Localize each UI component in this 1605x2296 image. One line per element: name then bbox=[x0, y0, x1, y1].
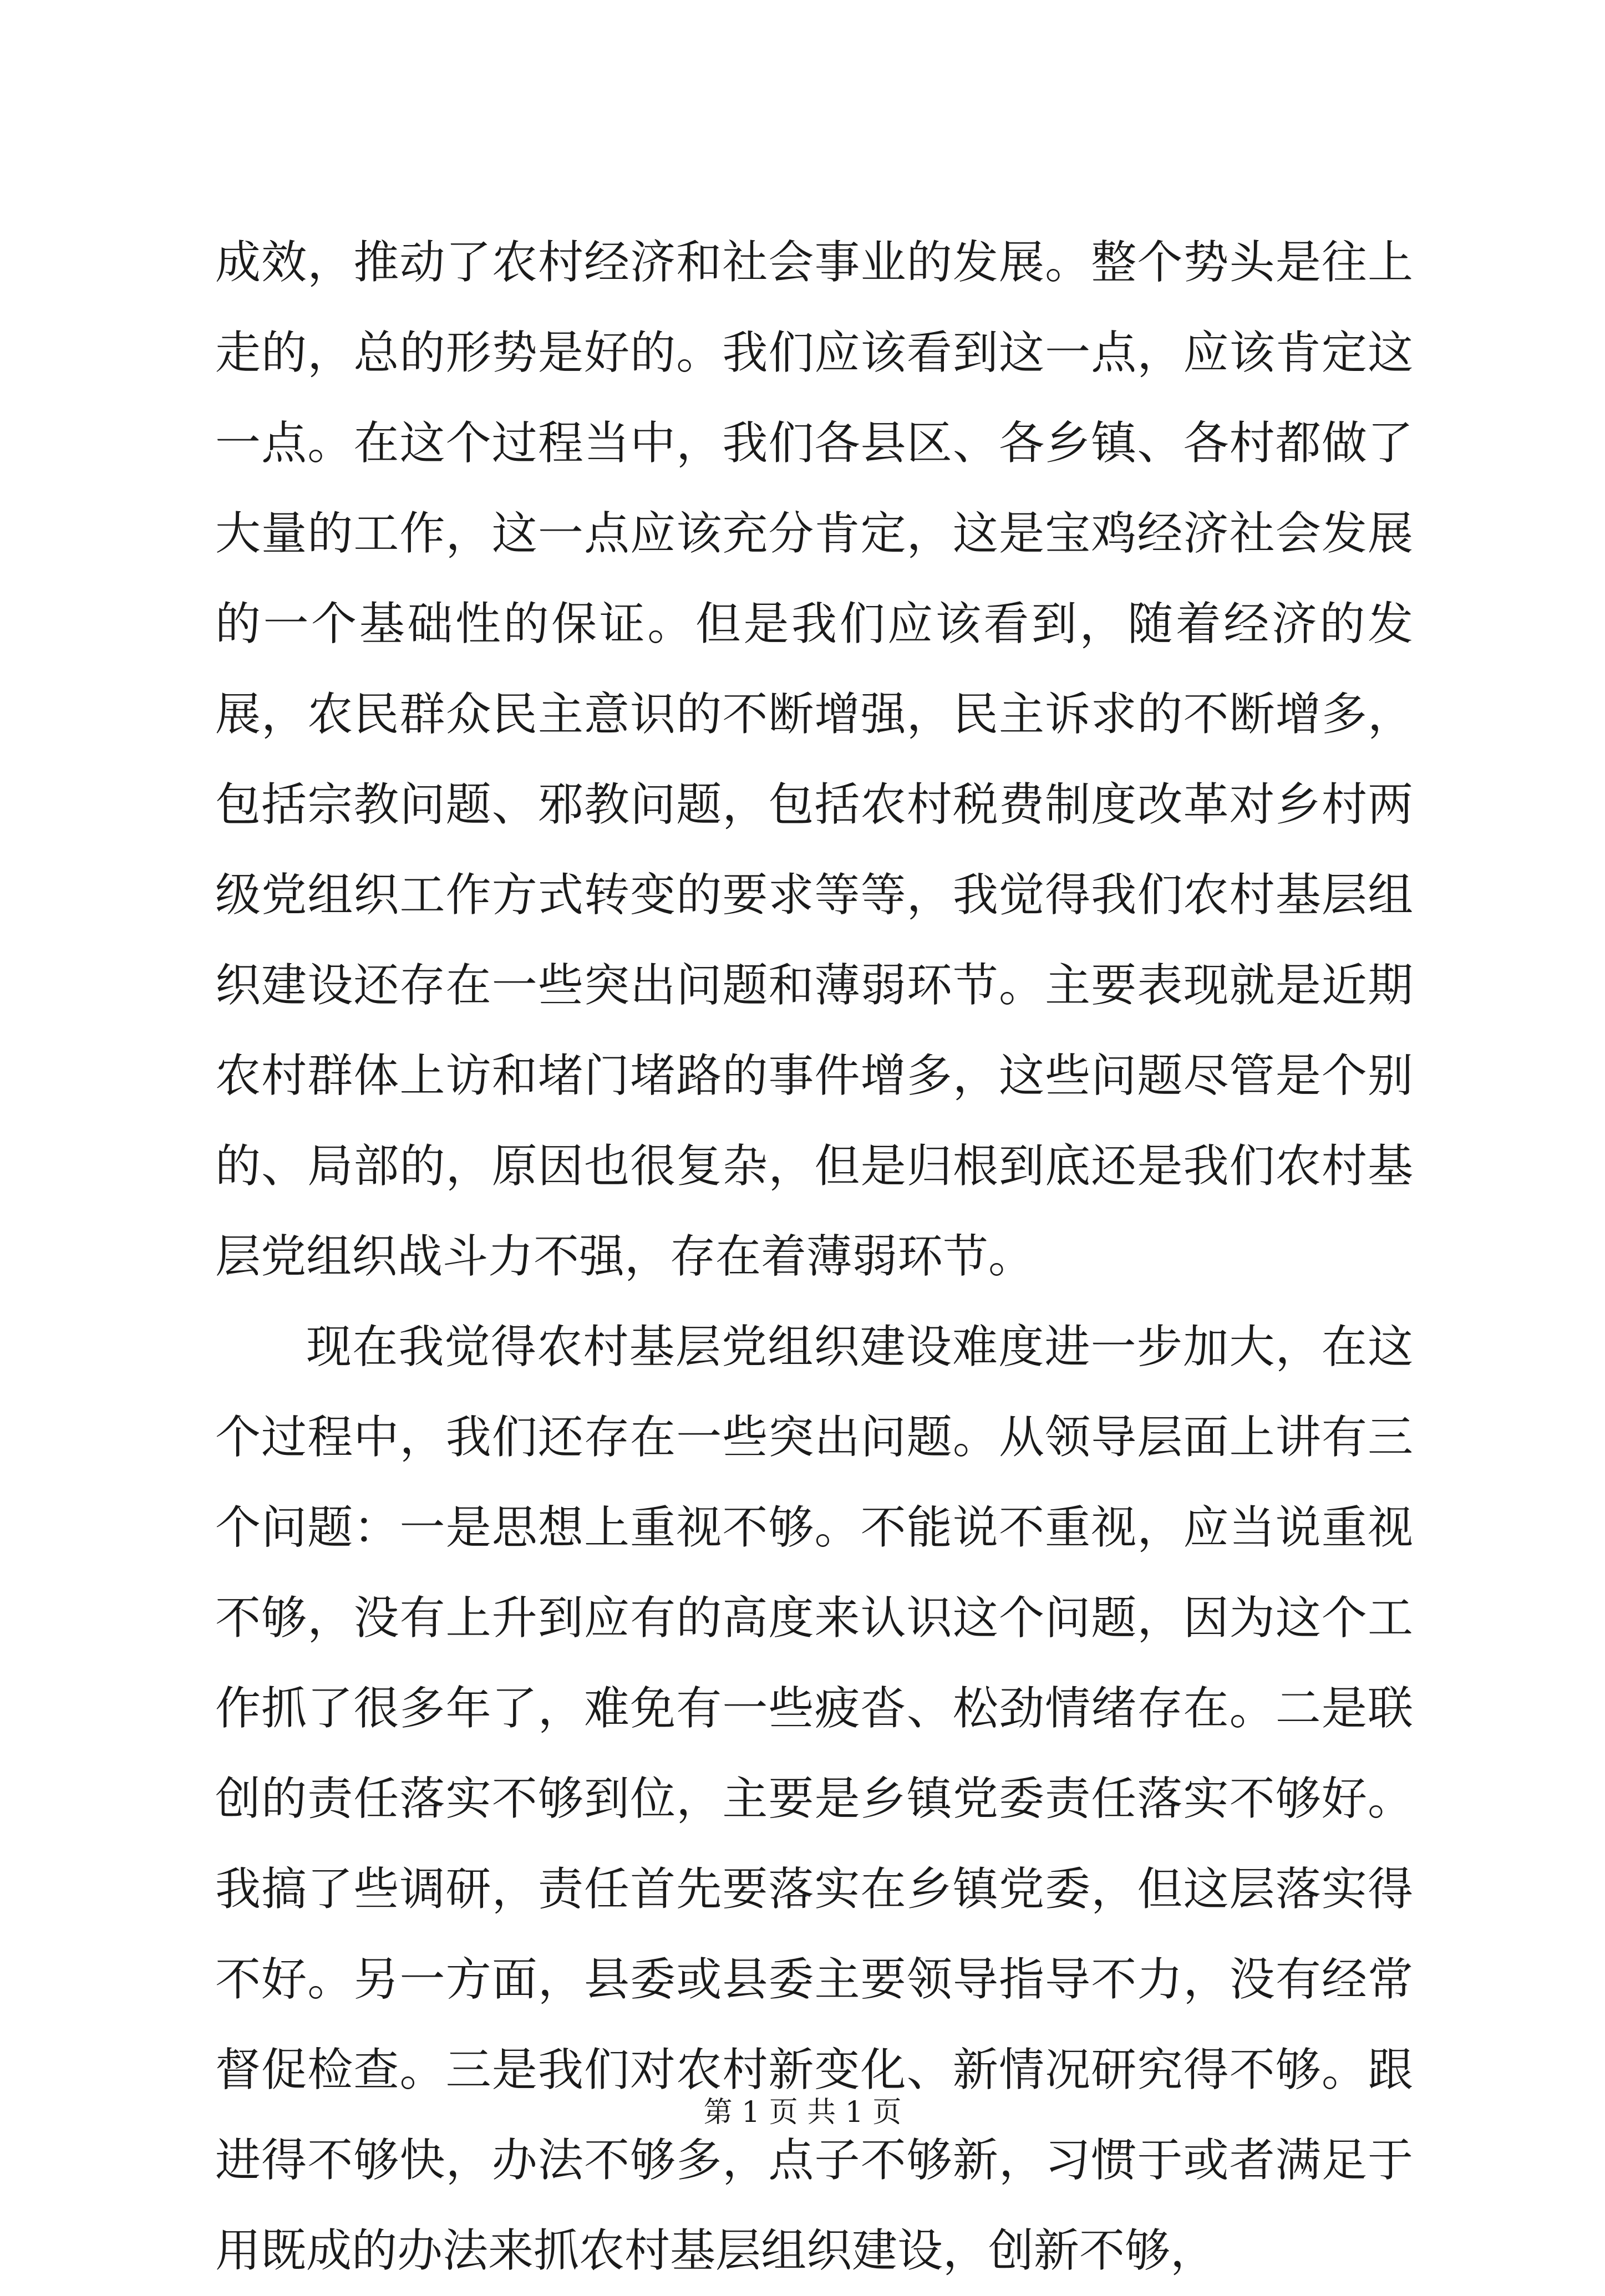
document-body bbox=[215, 217, 1413, 2296]
page-footer bbox=[0, 2093, 1605, 2132]
paragraph-continuation: 成效，推动了农村经济和社会事业的发展。整个势头是往上走的，总的形势是好的。我们应该看到这一点，应该肯定这一点。在这个过程当中，我们各县区、各乡镇、各村都做了大量的工作，这一点应该充分肯定，这是宝鸡经济社会发展的一个基础性的保证。但是我们应该看到，随着经济的发展，农民群众民主意识的不断增强，民主诉求的不断增多，包括宗教问题、邪教问题，包括农村税费制度改革对乡村两级党组织工作方式转变的要求等等，我觉得我们农村基层组织建设还存在一些突出问题和薄弱环节。主要表现就是近期农村群体上访和堵门堵路的事件增多，这些问题尽管是个别的、局部的，原因也很复杂，但是归根到底还是我们农村基层党组织战斗力不强，存在着薄弱环节。 bbox=[215, 236, 1413, 1283]
page-number-label: 第 1 页 共 1 页 bbox=[703, 2096, 902, 2129]
paragraph-second: 现在我觉得农村基层党组织建设难度进一步加大，在这个过程中，我们还存在一些突出问题。从领导层面上讲有三个问题：一是思想上重视不够。不能说不重视，应当说重视不够，没有上升到应有的高度来认识这个问题，因为这个工作抓了很多年了，难免有一些疲沓、松劲情绪存在。二是联创的责任落实不够到位，主要是乡镇党委责任落实不够好。我搞了些调研，责任首先要落实在乡镇党委，但这层落实得不好。另一方面，县委或县委主要领导指导不力，没有经常督促检查。三是我们对农村新变化、新情况研究得不够。跟进得不够快，办法不够多，点子不够新，习惯于或者满足于用既成的办法来抓农村基层组织建设，创新不够， bbox=[215, 1321, 1413, 2277]
